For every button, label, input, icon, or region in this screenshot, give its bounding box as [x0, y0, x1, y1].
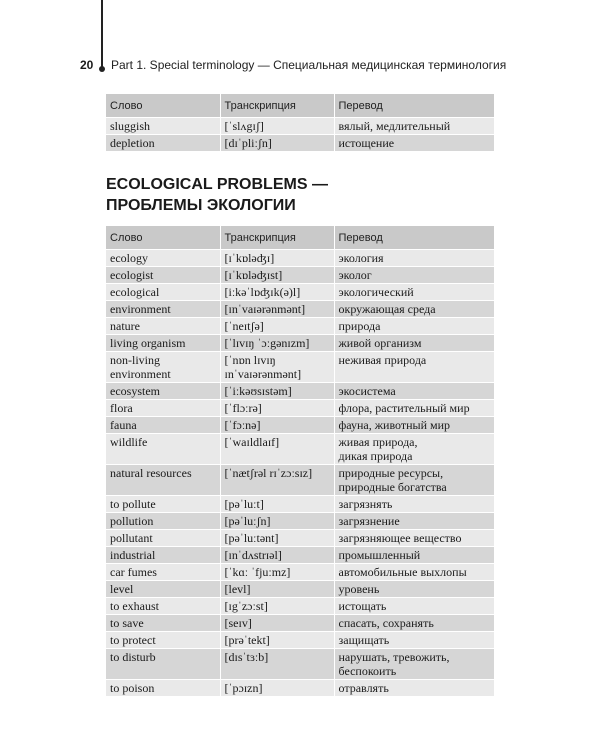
cell-translation: природа	[334, 318, 494, 335]
column-header-word: Слово	[106, 94, 220, 118]
table-row	[106, 352, 494, 383]
cell-transcription: [ɪˈkɒləʤɪ]	[220, 250, 334, 267]
cell-word: living organism	[106, 335, 220, 352]
cell-transcription: [ˈiːkəʊsɪstəm]	[220, 383, 334, 400]
cell-transcription: [ˈnɒn lɪvɪŋ ɪnˈvaɪərənmənt]	[220, 352, 334, 383]
cell-translation: живая природа, дикая природа	[334, 434, 494, 465]
cell-translation: вялый, медлительный	[334, 118, 494, 135]
cell-translation: неживая природа	[334, 352, 494, 383]
cell-word: ecologist	[106, 267, 220, 284]
table-row	[106, 581, 494, 598]
table-row	[106, 547, 494, 564]
table-row	[106, 335, 494, 352]
cell-translation: нарушать, тревожить, беспокоить	[334, 649, 494, 680]
column-header-transcription: Транскрипция	[220, 94, 334, 118]
cell-transcription: [ˈslʌgɪʃ]	[220, 118, 334, 135]
cell-transcription: [ˈpɔɪzn]	[220, 680, 334, 697]
running-title: Part 1. Special terminology — Специальная медицинская терминология	[111, 58, 507, 72]
cell-translation: экология	[334, 250, 494, 267]
page-number: 20	[80, 58, 94, 72]
cell-translation: защищать	[334, 632, 494, 649]
cell-word: nature	[106, 318, 220, 335]
cell-word: environment	[106, 301, 220, 318]
table-header-row	[106, 226, 494, 250]
cell-word: pollution	[106, 513, 220, 530]
margin-rule	[101, 0, 103, 68]
cell-word: wildlife	[106, 434, 220, 465]
table-row	[106, 400, 494, 417]
cell-transcription: [ˈwaɪldlaɪf]	[220, 434, 334, 465]
cell-transcription: [ˈneɪtʃə]	[220, 318, 334, 335]
column-header-translation: Перевод	[334, 94, 494, 118]
section-title-line-2: ПРОБЛЕМЫ ЭКОЛОГИИ	[106, 197, 296, 214]
table-header-row	[106, 94, 494, 118]
cell-transcription: [ɪnˈvaɪərənmənt]	[220, 301, 334, 318]
cell-word: to exhaust	[106, 598, 220, 615]
cell-transcription: [dɪsˈtɜːb]	[220, 649, 334, 680]
cell-word: pollutant	[106, 530, 220, 547]
table-row	[106, 649, 494, 680]
table-row	[106, 250, 494, 267]
cell-transcription: [pəˈluːʃn]	[220, 513, 334, 530]
section-title	[106, 174, 328, 216]
cell-transcription: [ˈflɔːrə]	[220, 400, 334, 417]
cell-translation: флора, растительный мир	[334, 400, 494, 417]
section-title-line-1: ECOLOGICAL PROBLEMS —	[106, 176, 328, 193]
column-header-transcription: Транскрипция	[220, 226, 334, 250]
cell-word: flora	[106, 400, 220, 417]
cell-word: to pollute	[106, 496, 220, 513]
cell-translation: автомобильные выхлопы	[334, 564, 494, 581]
cell-transcription: [ɪnˈdʌstrɪəl]	[220, 547, 334, 564]
table-row	[106, 496, 494, 513]
cell-word: level	[106, 581, 220, 598]
table-row	[106, 530, 494, 547]
table-row	[106, 632, 494, 649]
cell-word: car fumes	[106, 564, 220, 581]
table-row	[106, 318, 494, 335]
cell-translation: окружающая среда	[334, 301, 494, 318]
cell-word: to disturb	[106, 649, 220, 680]
cell-word: non-living environment	[106, 352, 220, 383]
table-row	[106, 284, 494, 301]
cell-word: ecology	[106, 250, 220, 267]
cell-translation: загрязнение	[334, 513, 494, 530]
cell-transcription: [ˈkɑː ˈfjuːmz]	[220, 564, 334, 581]
table-row	[106, 301, 494, 318]
table-row	[106, 118, 494, 135]
column-header-translation: Перевод	[334, 226, 494, 250]
cell-word: ecological	[106, 284, 220, 301]
cell-transcription: [ˈfɔːnə]	[220, 417, 334, 434]
table-row	[106, 598, 494, 615]
table-row	[106, 135, 494, 152]
cell-word: fauna	[106, 417, 220, 434]
cell-transcription: [ˈlɪvɪŋ ˈɔːgənɪzm]	[220, 335, 334, 352]
table-row	[106, 513, 494, 530]
cell-transcription: [seɪv]	[220, 615, 334, 632]
cell-transcription: [dɪˈpliːʃn]	[220, 135, 334, 152]
cell-transcription: [ɪgˈzɔːst]	[220, 598, 334, 615]
table-row	[106, 417, 494, 434]
cell-word: ecosystem	[106, 383, 220, 400]
cell-transcription: [levl]	[220, 581, 334, 598]
cell-word: industrial	[106, 547, 220, 564]
cell-word: to save	[106, 615, 220, 632]
cell-translation: эколог	[334, 267, 494, 284]
cell-transcription: [iːkəˈlɒʤɪk(ə)l]	[220, 284, 334, 301]
cell-translation: экосистема	[334, 383, 494, 400]
cell-word: natural resources	[106, 465, 220, 496]
table-row	[106, 383, 494, 400]
margin-rule-dot	[99, 66, 105, 72]
cell-translation: фауна, животный мир	[334, 417, 494, 434]
cell-translation: загрязняющее вещество	[334, 530, 494, 547]
cell-transcription: [pəˈluːtənt]	[220, 530, 334, 547]
cell-word: depletion	[106, 135, 220, 152]
cell-transcription: [ˈnætʃrəl rɪˈzɔːsɪz]	[220, 465, 334, 496]
cell-translation: спасать, сохранять	[334, 615, 494, 632]
vocabulary-table-ecology	[106, 226, 494, 696]
table-row	[106, 615, 494, 632]
cell-translation: отравлять	[334, 680, 494, 697]
vocabulary-table-continued	[106, 94, 494, 151]
table-row	[106, 434, 494, 465]
table-row	[106, 564, 494, 581]
table-row	[106, 465, 494, 496]
cell-word: to protect	[106, 632, 220, 649]
cell-translation: загрязнять	[334, 496, 494, 513]
cell-word: to poison	[106, 680, 220, 697]
cell-word: sluggish	[106, 118, 220, 135]
table-row	[106, 680, 494, 697]
table-row	[106, 267, 494, 284]
cell-translation: истощать	[334, 598, 494, 615]
cell-transcription: [pəˈluːt]	[220, 496, 334, 513]
column-header-word: Слово	[106, 226, 220, 250]
cell-translation: уровень	[334, 581, 494, 598]
cell-translation: экологический	[334, 284, 494, 301]
cell-translation: природные ресурсы, природные богатства	[334, 465, 494, 496]
cell-translation: живой организм	[334, 335, 494, 352]
cell-transcription: [ɪˈkɒləʤɪst]	[220, 267, 334, 284]
cell-transcription: [prəˈtekt]	[220, 632, 334, 649]
cell-translation: истощение	[334, 135, 494, 152]
cell-translation: промышленный	[334, 547, 494, 564]
